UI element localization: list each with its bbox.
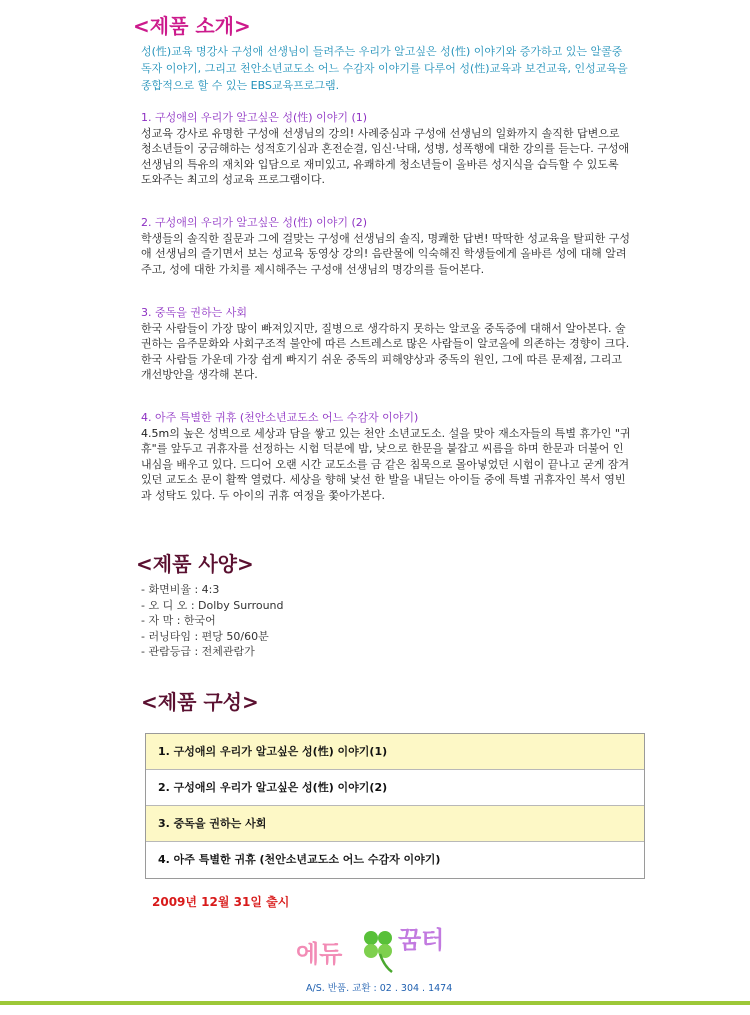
- composition-row: 2. 구성애의 우리가 알고싶은 성(性) 이야기(2): [146, 770, 644, 806]
- section-title: 2. 구성애의 우리가 알고싶은 성(性) 이야기 (2): [141, 216, 368, 229]
- contact-info: A/S. 반품. 교환 : 02 . 304 . 1474: [306, 983, 453, 994]
- edu-dreamteo-logo: [296, 918, 456, 978]
- section-body: 학생들의 솔직한 질문과 그에 걸맞는 구성애 선생님의 솔직, 명쾌한 답변! 딱딱한 성교육을 탈피한 구성애 선생님의 즐기면서 보는 성교육 동영상 강의! 음란물에 익숙해진 학생들에게 올바른 성에 대해 알려주고, 성에 대한 가치를 제시해주는 구성애 선생님의 명강의를 들어본다.: [141, 231, 631, 276]
- logo-text-part2: 꿈터: [398, 926, 445, 954]
- section-title: 1. 구성애의 우리가 알고싶은 성(性) 이야기 (1): [141, 111, 368, 124]
- composition-row: 1. 구성애의 우리가 알고싶은 성(性) 이야기(1): [146, 734, 644, 770]
- release-date: 2009년 12월 31일 출시: [152, 895, 290, 909]
- clover-icon: [364, 931, 392, 972]
- spec-item: - 화면비율 : 4:3: [141, 583, 220, 596]
- section-1: [141, 110, 631, 188]
- logo-text-part1: 에듀: [296, 940, 343, 968]
- spec-list: [141, 582, 284, 660]
- section-3: [141, 305, 631, 383]
- section-title: 4. 아주 특별한 귀휴 (천안소년교도소 어느 수감자 이야기): [141, 411, 419, 424]
- section-body: 성교육 강사로 유명한 구성애 선생님의 강의! 사례중심과 구성애 선생님의 일화까지 솔직한 답변으로 청소년들이 궁금해하는 성적호기심과 혼전순결, 임신·낙태, 성병, 성폭행에 대한 강의를 듣는다. 구성애 선생님의 특유의 재치와 입담으로 재미있고, 유쾌하게 청소년들이 올바른 성지식을 습득할 수 있도록 도와주는 최고의 성교육 프로그램이다.: [141, 126, 630, 186]
- section-4: [141, 410, 631, 503]
- spec-item: - 러닝타임 : 편당 50/60분: [141, 629, 269, 643]
- intro-paragraph: 성(性)교육 명강사 구성애 선생님이 들려주는 우리가 알고싶은 성(性) 이야기와 증가하고 있는 알콜중독자 이야기, 그리고 천안소년교도소 어느 수감자 이야기를 다루어 성(性)교육과 보건교육, 인성교육을 종합적으로 할 수 있는 EBS교육프로그램.: [141, 45, 628, 92]
- intro-heading: <제품 소개>: [133, 14, 251, 38]
- spec-item: - 자 막 : 한국어: [141, 614, 216, 627]
- spec-item: - 관람등급 : 전체관람가: [141, 645, 255, 658]
- composition-row: 3. 중독을 권하는 사회: [146, 806, 644, 842]
- section-body: 4.5m의 높은 성벽으로 세상과 담을 쌓고 있는 천안 소년교도소. 설을 맞아 재소자들의 특별 휴가인 "귀휴"를 앞두고 귀휴자를 선정하는 시험 덕분에 밤, 낮으로 한문을 붙잡고 씨름을 하며 한문과 더불어 인내심을 배우고 있다. 드디어 오랜 시간 교도소를 금 같은 침묵으로 몰아넣었던 시험이 끝나고 굳게 잠겨있던 교도소 문이 활짝 열렸다. 세상을 향해 낯선 한 발을 내딛는 아이들 중에 특별 귀휴자인 복서 영빈과 성탁도 있다. 두 아이의 귀휴 여정을 쫓아가본다.: [141, 426, 631, 502]
- composition-heading: <제품 구성>: [141, 690, 259, 714]
- section-body: 한국 사람들이 가장 많이 빠져있지만, 질병으로 생각하지 못하는 알코올 중독증에 대해서 알아본다. 술 권하는 음주문화와 사회구조적 불안에 따른 스트레스로 많은 사람들이 알코올에 의존하는 경향이 크다. 한국 사람들 가운데 가장 쉽게 빠지기 쉬운 중독의 피해양상과 중독의 원인, 그에 따른 문제점, 그리고 개선방안을 생각해 본다.: [141, 321, 630, 381]
- composition-row: 4. 아주 특별한 귀휴 (천안소년교도소 어느 수감자 이야기): [158, 853, 441, 866]
- section-2: [141, 215, 631, 277]
- composition-table: [145, 733, 645, 879]
- spec-heading: <제품 사양>: [136, 552, 254, 576]
- footer-divider: [0, 1001, 750, 1005]
- section-title: 3. 중독을 권하는 사회: [141, 306, 247, 319]
- spec-item: - 오 디 오 : Dolby Surround: [141, 598, 284, 612]
